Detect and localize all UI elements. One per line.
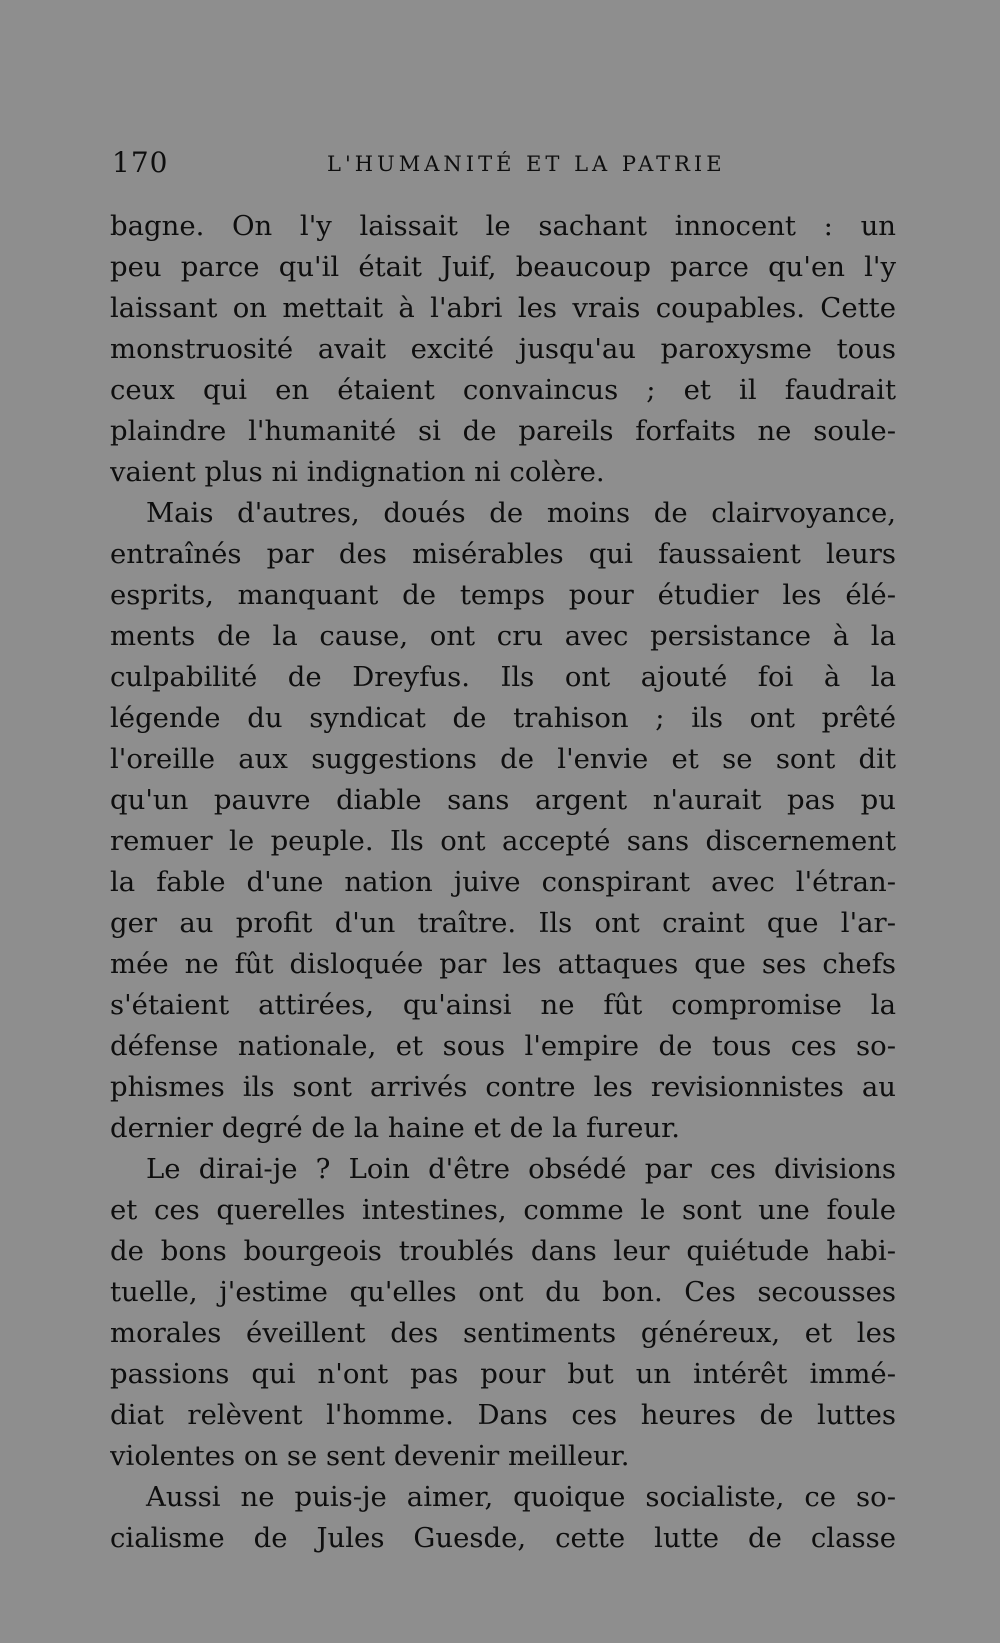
- text-line: plaindre l'humanité si de pareils forfaits ne soule-: [110, 415, 896, 447]
- paragraph-2: [110, 493, 896, 1149]
- text-line: remuer le peuple. Ils ont accepté sans discernement: [110, 825, 896, 857]
- body-text: [110, 206, 896, 1559]
- paragraph-3: [110, 1149, 896, 1477]
- text-line: mée ne fût disloquée par les attaques que ses chefs: [110, 948, 896, 980]
- text-line: ments de la cause, ont cru avec persistance à la: [110, 620, 896, 652]
- running-title: L'HUMANITÉ ET LA PATRIE: [327, 152, 726, 176]
- text-line: Aussi ne puis-je aimer, quoique socialiste, ce so-: [146, 1481, 896, 1513]
- text-line: morales éveillent des sentiments généreux, et les: [110, 1317, 896, 1349]
- paragraph-1: [110, 206, 896, 493]
- paragraph-4: [110, 1477, 896, 1559]
- text-line: de bons bourgeois troublés dans leur quiétude habi-: [110, 1235, 896, 1267]
- text-line: dernier degré de la haine et de la fureur.: [110, 1112, 681, 1144]
- text-line: vaient plus ni indignation ni colère.: [110, 456, 605, 488]
- text-line: ceux qui en étaient convaincus ; et il faudrait: [110, 374, 896, 406]
- text-line: esprits, manquant de temps pour étudier les élé-: [110, 579, 896, 611]
- text-line: légende du syndicat de trahison ; ils ont prêté: [110, 702, 896, 734]
- text-line: culpabilité de Dreyfus. Ils ont ajouté foi à la: [110, 661, 896, 693]
- text-line: ger au profit d'un traître. Ils ont craint que l'ar-: [110, 907, 896, 939]
- text-line: bagne. On l'y laissait le sachant innocent : un: [110, 210, 896, 242]
- text-line: peu parce qu'il était Juif, beaucoup parce qu'en l'y: [110, 251, 896, 283]
- text-line: défense nationale, et sous l'empire de tous ces so-: [110, 1030, 896, 1062]
- text-line: laissant on mettait à l'abri les vrais coupables. Cette: [110, 292, 896, 324]
- text-line: passions qui n'ont pas pour but un intérêt immé-: [110, 1358, 896, 1390]
- text-line: cialisme de Jules Guesde, cette lutte de classe: [110, 1522, 896, 1554]
- text-line: diat relèvent l'homme. Dans ces heures de luttes: [110, 1399, 896, 1431]
- page-number: 170: [112, 146, 169, 179]
- text-line: entraînés par des misérables qui faussaient leurs: [110, 538, 896, 570]
- text-line: monstruosité avait excité jusqu'au paroxysme tous: [110, 333, 896, 365]
- text-line: la fable d'une nation juive conspirant avec l'étran-: [110, 866, 896, 898]
- text-line: qu'un pauvre diable sans argent n'aurait pas pu: [110, 784, 896, 816]
- text-line: violentes on se sent devenir meilleur.: [110, 1440, 630, 1472]
- text-line: Le dirai-je ? Loin d'être obsédé par ces divisions: [146, 1153, 896, 1185]
- text-line: phismes ils sont arrivés contre les revisionnistes au: [110, 1071, 896, 1103]
- text-line: Mais d'autres, doués de moins de clairvoyance,: [146, 497, 896, 529]
- text-line: tuelle, j'estime qu'elles ont du bon. Ces secousses: [110, 1276, 896, 1308]
- running-head: [112, 146, 892, 186]
- text-line: et ces querelles intestines, comme le sont une foule: [110, 1194, 896, 1226]
- text-line: l'oreille aux suggestions de l'envie et se sont dit: [110, 743, 896, 775]
- text-line: s'étaient attirées, qu'ainsi ne fût compromise la: [110, 989, 896, 1021]
